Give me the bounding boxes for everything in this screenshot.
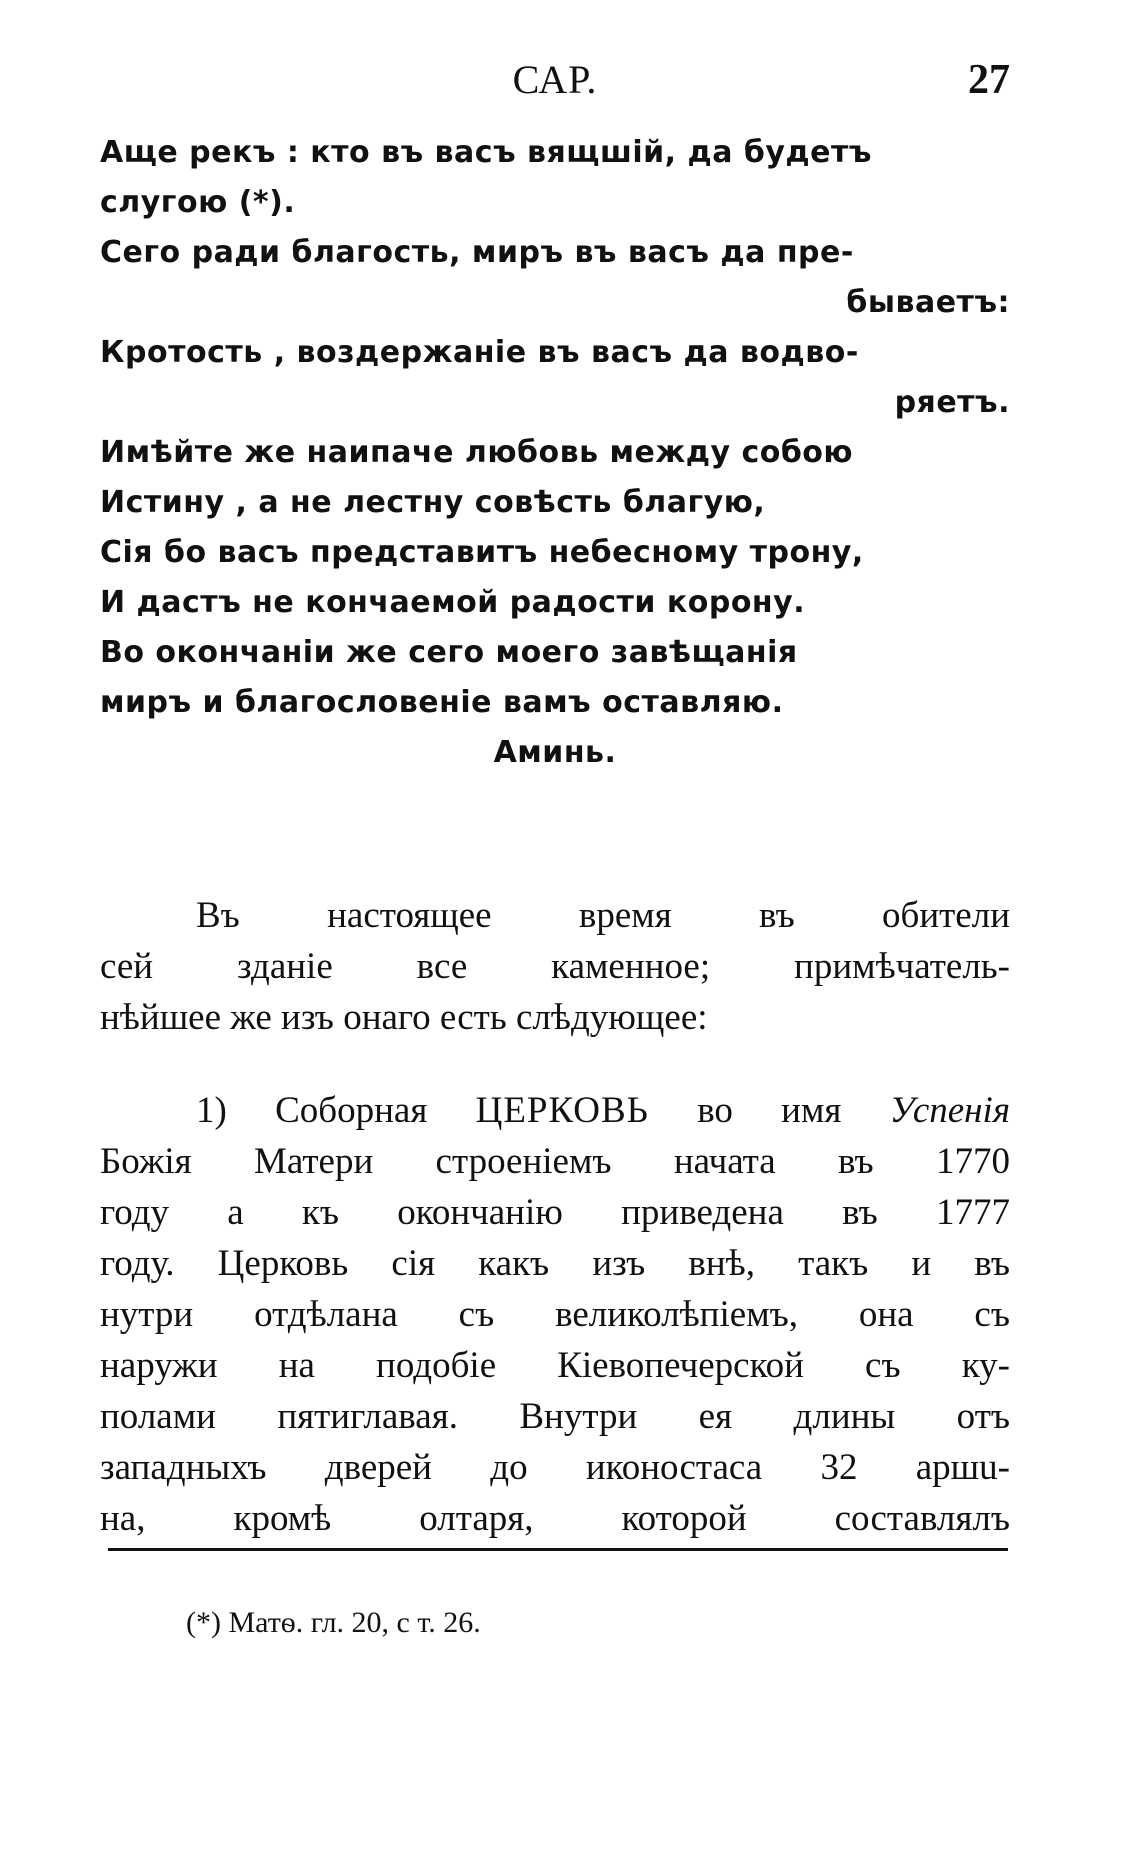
text-run: во имя [697,1090,842,1131]
text-run: Соборная [275,1090,428,1131]
dormition-word: Успенія [889,1090,1011,1131]
verse-line: Имѣйте же наипаче любовь между собою [100,435,854,470]
church-word: ЦЕРКОВЬ [475,1090,649,1131]
paragraph-line: наружи на подобіе Кіевопечерской съ ку- [100,1345,1010,1386]
paragraph-line: Божія Матери строеніемъ начата въ 1770 [100,1141,1010,1182]
verse-line: слугою (*). [100,185,296,220]
verse-line: Аще рекъ : кто въ васъ вящшій, да будетъ [100,135,872,170]
verse-line: И дастъ не кончаемой радости корону. [100,585,806,620]
paragraph-line: Въ настоящее время въ обители [196,895,1010,936]
amen-line: Аминь. [493,735,617,770]
footnote-rule [108,1548,1008,1551]
paragraph-line: западныхъ дверей до иконостаса 32 аршu- [100,1447,1010,1488]
verse-line: бываетъ: [846,285,1010,320]
verse-line: ряетъ. [894,385,1010,420]
running-title: САР. [512,57,598,102]
paragraph-line: нутри отдѣлана съ великолѣпіемъ, она съ [100,1294,1010,1335]
paragraph-line: нѣйшее же изъ онаго есть слѣдующее: [100,997,708,1038]
item-number: 1) [196,1090,227,1131]
paragraph-line: сей зданіе все каменное; примѣчатель- [100,946,1010,987]
verse-line: миръ и благословеніе вамъ оставляю. [100,685,784,720]
verse-block [100,128,1010,778]
verse-line: Сего ради благость, миръ въ васъ да пре- [100,235,854,270]
page-number: 27 [968,57,1010,103]
paragraph-monastery [100,890,1010,1043]
paragraph-first-line [100,1085,1010,1136]
paragraph-cathedral [100,1085,1010,1544]
paragraph-line: году. Церковь сія какъ изъ внѣ, такъ и въ [100,1243,1010,1284]
verse-line: Во окончаніи же сего моего завѣщанія [100,635,798,670]
verse-line: Кротость , воздержаніе въ васъ да водво- [100,335,859,370]
paragraph-line: полами пятиглавая. Внутри ея длины отъ [100,1396,1010,1437]
verse-line: Истину , а не лестну совѣсть благую, [100,485,766,520]
running-header [100,56,1010,116]
paragraph-line: году а къ окончанію приведена въ 1777 [100,1192,1010,1233]
footnote: (*) Матѳ. гл. 20, с т. 26. [186,1606,481,1639]
paragraph-line: на, кромѣ олтаря, которой составлялъ [100,1498,1010,1539]
verse-line: Сія бо васъ представитъ небесному трону, [100,535,864,570]
